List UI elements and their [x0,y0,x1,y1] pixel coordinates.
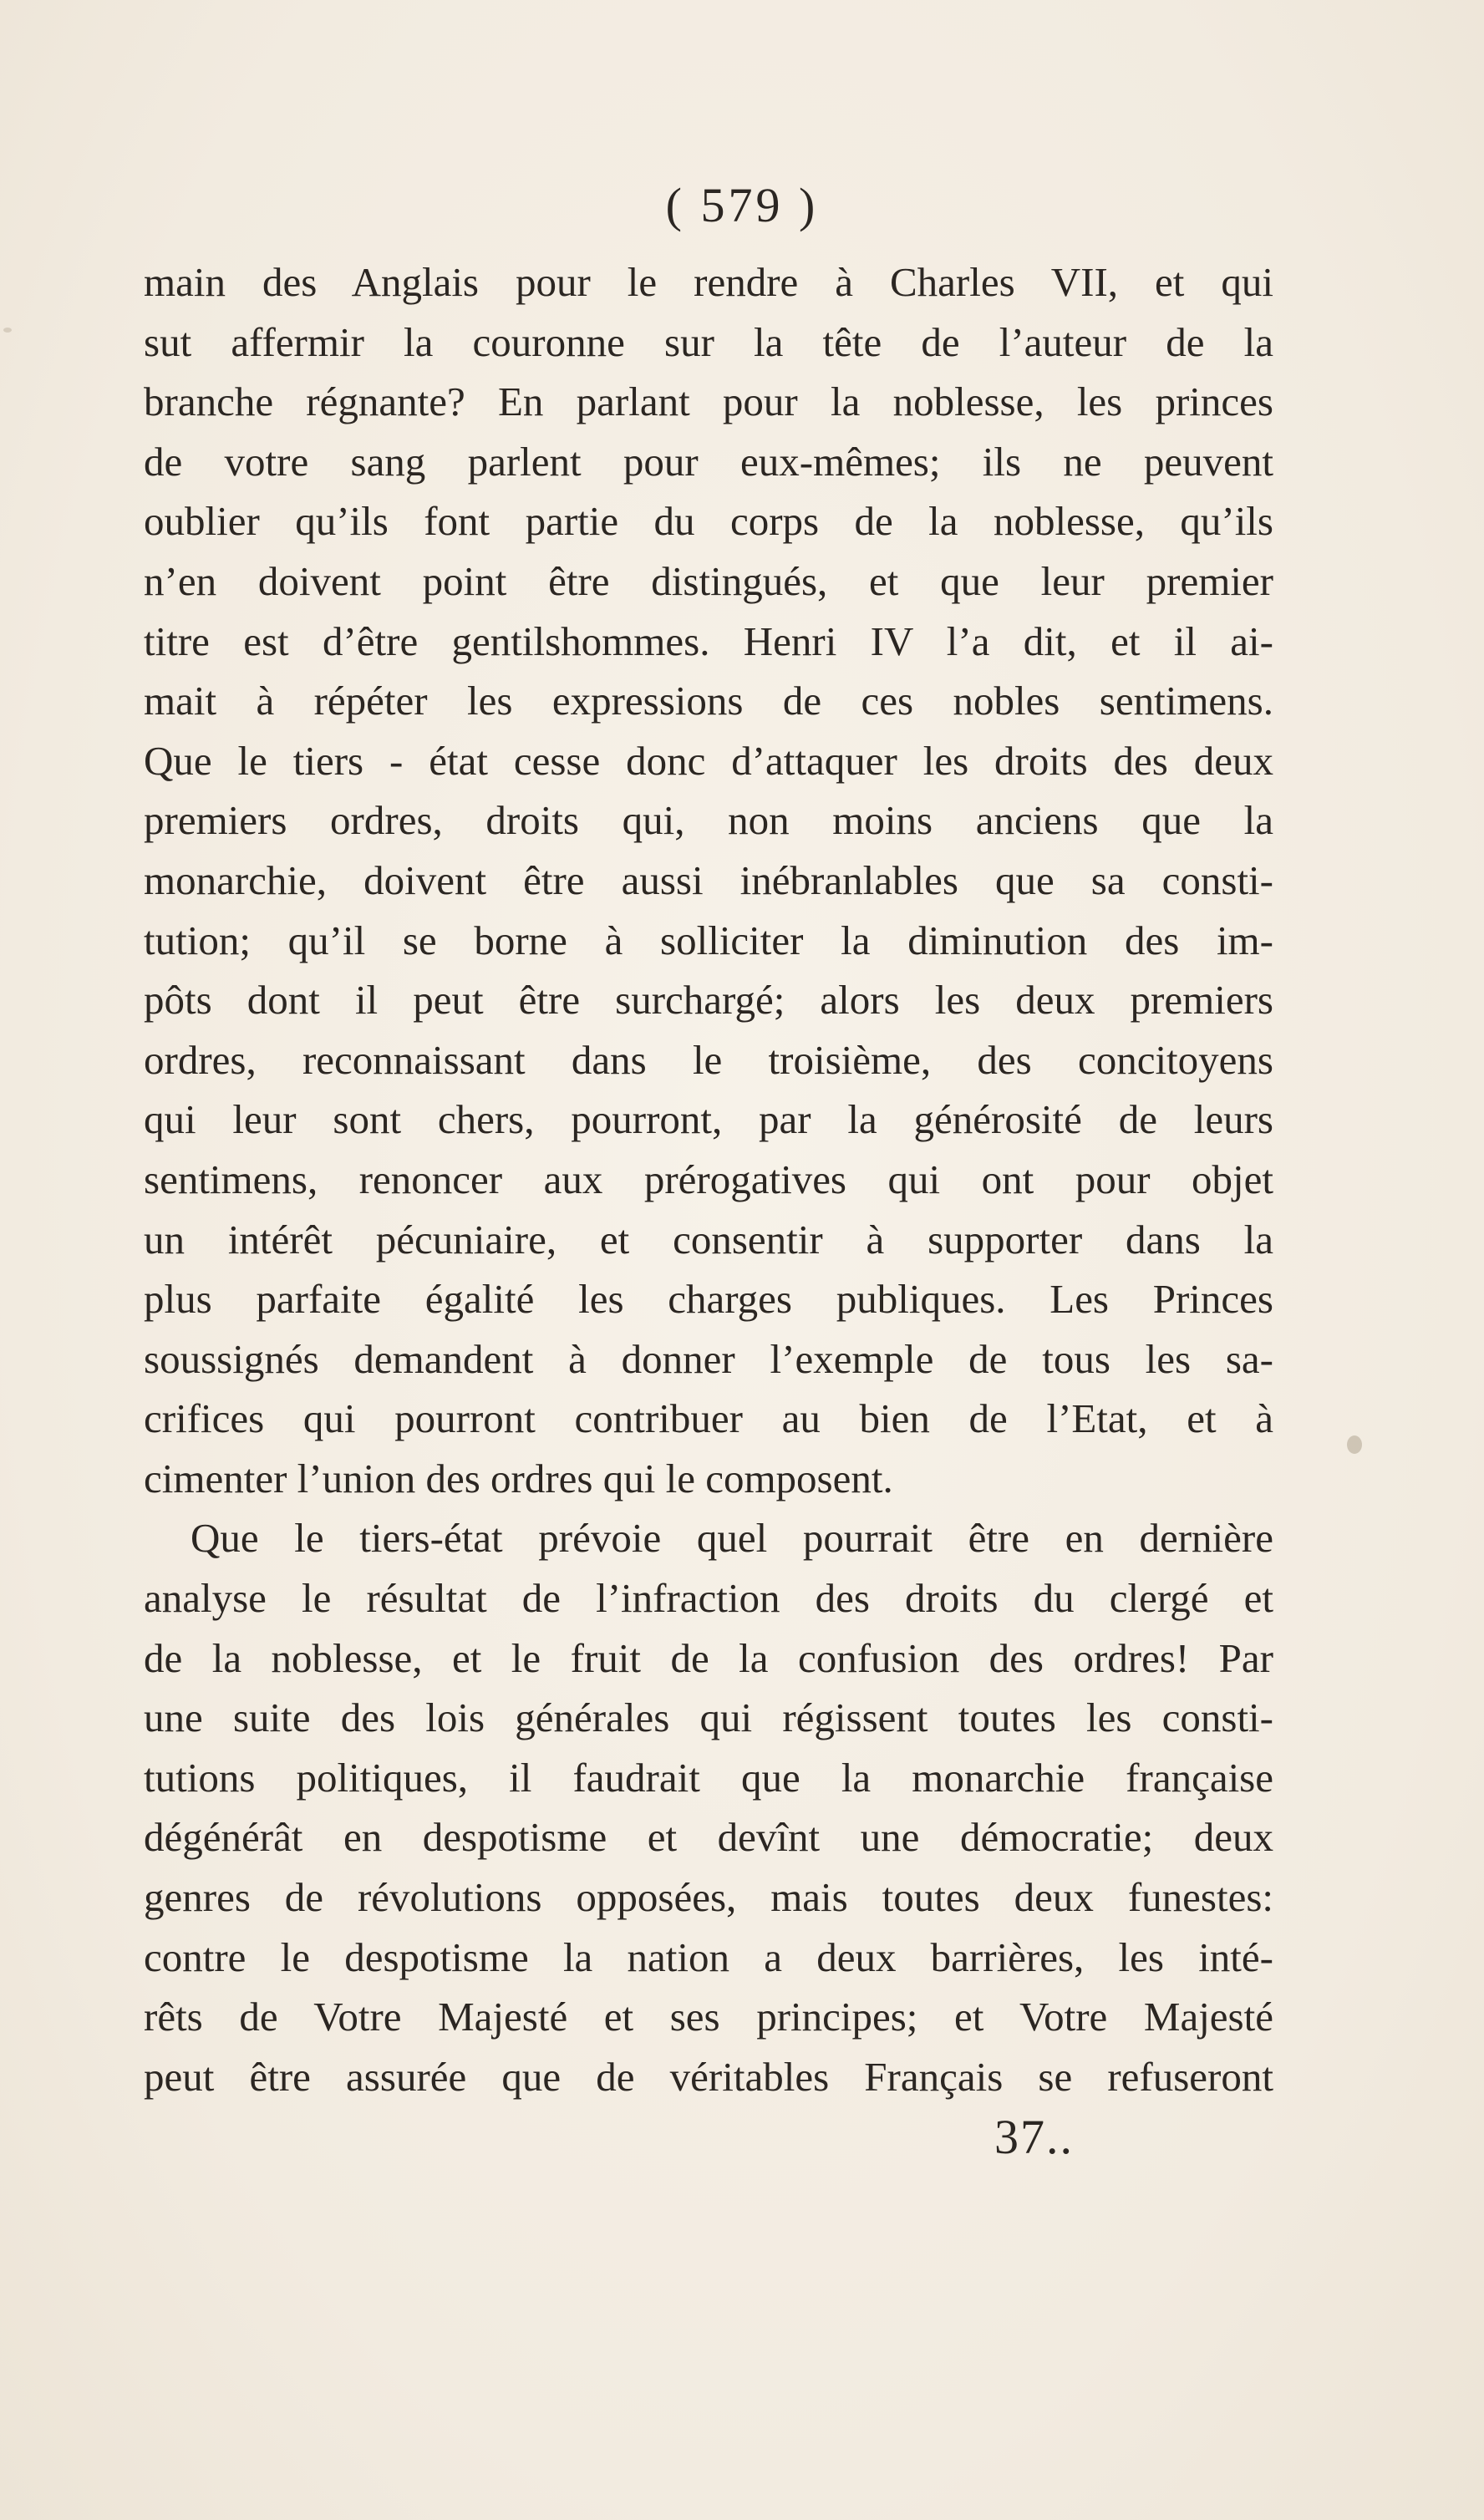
text-line: de la noblesse, et le fruit de la confusion des ordres! Par [144,1634,1273,1681]
text-line: premiers ordres, droits qui, non moins anciens que la [144,797,1273,844]
text-line: rêts de Votre Majesté et ses principes; et Votre Majesté [144,1994,1273,2040]
text-line: tutions politiques, il faudrait que la monarchie française [144,1754,1273,1801]
signature-mark: 37.. [994,2110,1074,2164]
text-line: contre le despotisme la nation a deux barrières, les inté- [144,1933,1273,1980]
paragraph-first-line: Que le tiers-état prévoie quel pourrait être en dernière [191,1515,1273,1562]
text-line: plus parfaite égalité les charges publiques. Les Princes [144,1276,1273,1323]
text-line: peut être assurée que de véritables Français se refuseront [144,2053,1273,2100]
body-text [144,252,1273,2106]
text-line: mait à répéter les expressions de ces nobles sentimens. [144,678,1273,724]
text-line: analyse le résultat de l’infraction des droits du clergé et [144,1575,1273,1622]
text-line: monarchie, doivent être aussi inébranlables que sa consti- [144,856,1273,903]
text-line: une suite des lois générales qui régissent toutes les consti- [144,1694,1273,1741]
text-line: cimenter l’union des ordres qui le composent. [144,1455,893,1501]
text-line: un intérêt pécuniaire, et consentir à supporter dans la [144,1216,1273,1263]
text-line: main des Anglais pour le rendre à Charles VII, et qui [144,259,1273,305]
text-line: dégénérât en despotisme et devînt une démocratie; deux [144,1814,1273,1861]
text-line: Que le tiers - état cesse donc d’attaquer les droits des deux [144,737,1273,784]
text-line: soussignés demandent à donner l’exemple de tous les sa- [144,1335,1273,1382]
text-line: n’en doivent point être distingués, et que leur premier [144,557,1273,604]
paper-speck [3,328,12,333]
text-line: crifices qui pourront contribuer au bien de l’Etat, et à [144,1395,1273,1442]
text-line: qui leur sont chers, pourront, par la générosité de leurs [144,1096,1273,1143]
text-line: genres de révolutions opposées, mais toutes deux funestes: [144,1874,1273,1921]
text-line: tution; qu’il se borne à solliciter la diminution des im- [144,917,1273,963]
text-line: oublier qu’ils font partie du corps de la noblesse, qu’ils [144,498,1273,545]
text-line: de votre sang parlent pour eux-mêmes; ils ne peuvent [144,438,1273,485]
text-line: sentimens, renoncer aux prérogatives qui ont pour objet [144,1156,1273,1202]
text-line: titre est d’être gentilshommes. Henri IV l’a dit, et il ai- [144,617,1273,664]
text-line: sut affermir la couronne sur la tête de l’auteur de la [144,318,1273,365]
text-line: ordres, reconnaissant dans le troisième, des concitoyens [144,1036,1273,1083]
page-number: ( 579 ) [665,178,819,232]
paper-speck [1347,1435,1362,1454]
text-line: pôts dont il peut être surchargé; alors les deux premiers [144,977,1273,1024]
text-line: branche régnante? En parlant pour la noblesse, les princes [144,379,1273,425]
